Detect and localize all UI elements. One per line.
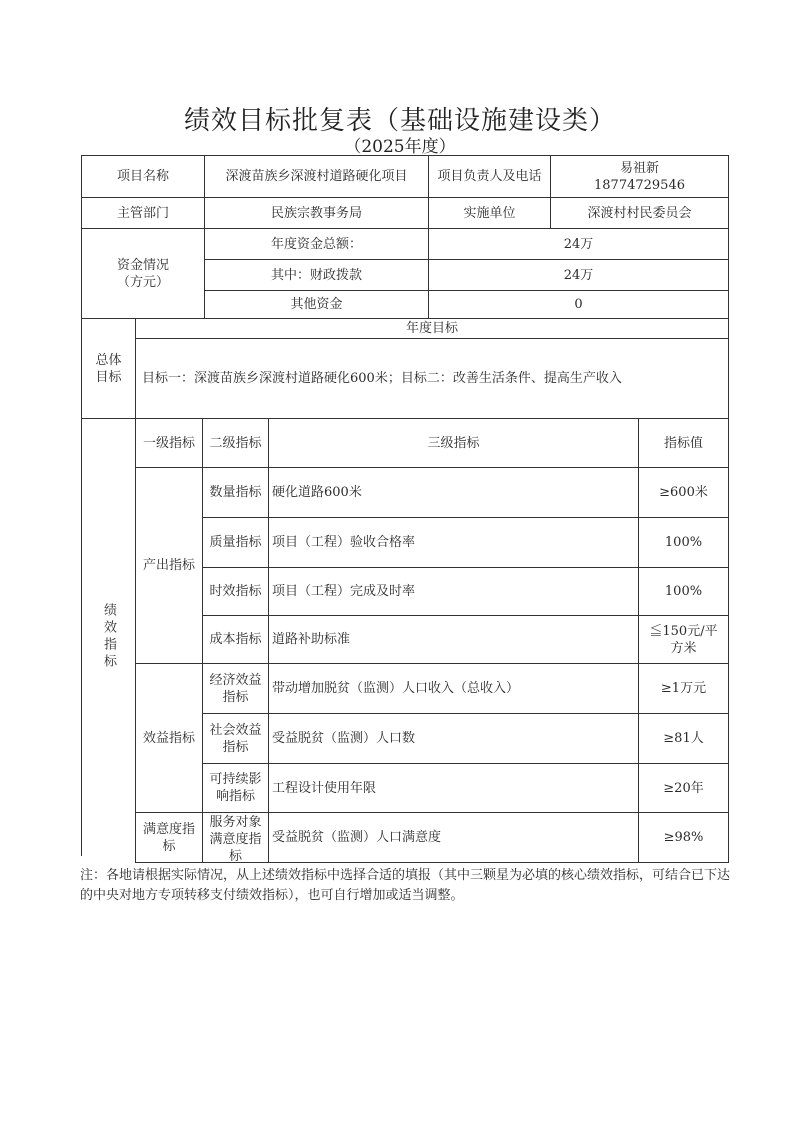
level3-cell: 道路补助标准 [268,615,639,664]
contact-value [550,155,729,198]
level2-cell: 社会效益指标 [202,713,269,764]
level2-cell: 可持续影响指标 [202,763,269,813]
indicator-value: ≥98% [638,812,729,863]
level2-cell: 时效指标 [202,567,269,616]
project-name-label: 项目名称 [81,155,205,198]
level2-cell: 经济效益指标 [202,663,269,714]
funds-row-value: 24万 [428,228,729,260]
department-label: 主管部门 [81,197,205,229]
annual-goal-content: 目标一：深渡苗族乡深渡村道路硬化600米；目标二：改善生活条件、提高生产收入 [135,338,729,419]
level3-cell: 工程设计使用年限 [268,763,639,813]
page-subtitle: （2025年度） [344,137,456,157]
indicator-value: ≥600米 [638,467,729,518]
funds-row-label: 其他资金 [204,290,429,319]
funds-label-line1: 资金情况 [116,257,169,273]
funds-row-label: 年度资金总额： [204,228,429,260]
overall-goal-label-line1: 总体 [95,352,122,368]
annual-goal-header: 年度目标 [135,318,729,339]
level1-satisfaction: 满意度指标 [135,812,203,863]
indicator-value: 100% [638,517,729,568]
level2-cell: 数量指标 [202,467,269,518]
contact-phone: 18774729546 [594,177,685,193]
implementer-label: 实施单位 [428,197,551,229]
header-level3: 三级指标 [268,418,639,468]
level1-output: 产出指标 [135,467,203,664]
level3-cell: 受益脱贫（监测）人口数 [268,713,639,764]
indicators-section-label [81,418,136,856]
contact-name: 易祖新 [619,160,659,176]
project-name-value: 深渡苗族乡深渡村道路硬化项目 [204,155,429,198]
overall-goal-label [81,318,136,419]
indicator-value: ≥81人 [638,713,729,764]
indicator-value: ≦150元/平方米 [638,615,729,664]
footnote: 注：各地请根据实际情况，从上述绩效指标中选择合适的填报（其中三颗星为必填的核心绩效指标，可结合已下达的中央对地方专项转移支付绩效指标），也可自行增加或适当调整。 [80,868,731,903]
level1-benefit: 效益指标 [135,663,203,813]
header-value: 指标值 [638,418,729,468]
level3-cell: 带动增加脱贫（监测）人口收入（总收入） [268,663,639,714]
header-level2: 二级指标 [202,418,269,468]
page-title: 绩效目标批复表（基础设施建设类） [183,106,616,136]
indicator-value: ≥1万元 [638,663,729,714]
indicators-section-label-text: 绩效指标 [101,603,116,671]
funds-label [81,228,205,319]
funds-row-label: 其中：财政拨款 [204,259,429,291]
funds-label-line2: （方元） [116,274,169,290]
level3-cell: 硬化道路600米 [268,467,639,518]
contact-label: 项目负责人及电话 [428,155,551,198]
level2-cell: 质量指标 [202,517,269,568]
level3-cell: 项目（工程）完成及时率 [268,567,639,616]
funds-row-value: 24万 [428,259,729,291]
level3-cell: 受益脱贫（监测）人口满意度 [268,812,639,863]
implementer-value: 深渡村村民委员会 [550,197,729,229]
department-value: 民族宗教事务局 [204,197,429,229]
level2-cell: 服务对象满意度指标 [202,812,269,863]
level2-cell: 成本指标 [202,615,269,664]
indicator-value: ≥20年 [638,763,729,813]
funds-row-value: 0 [428,290,729,319]
overall-goal-label-line2: 目标 [95,369,122,385]
header-level1: 一级指标 [135,418,203,468]
level3-cell: 项目（工程）验收合格率 [268,517,639,568]
indicator-value: 100% [638,567,729,616]
